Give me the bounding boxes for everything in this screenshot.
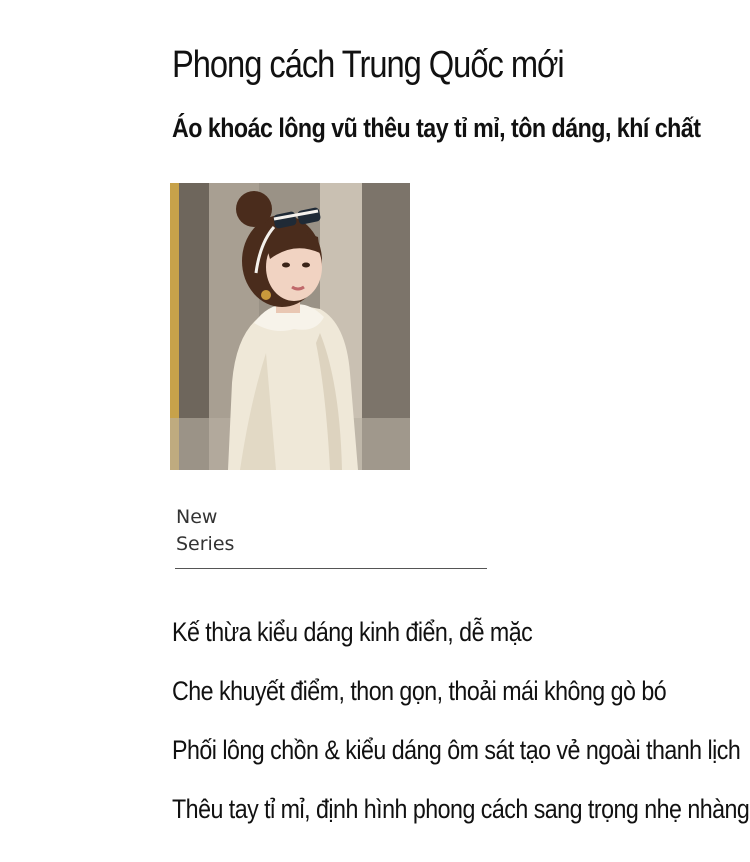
- divider: [175, 568, 487, 569]
- feature-item: Thêu tay tỉ mỉ, định hình phong cách sang trọng nhẹ nhàng: [172, 794, 750, 824]
- feature-item: Kế thừa kiểu dáng kinh điển, dễ mặc: [172, 617, 533, 647]
- page-title: Phong cách Trung Quốc mới: [172, 44, 564, 86]
- series-label-line2: Series: [176, 533, 235, 555]
- series-label: [176, 504, 234, 558]
- page-subtitle: Áo khoác lông vũ thêu tay tỉ mỉ, tôn dáng, khí chất: [172, 113, 701, 143]
- feature-item: Che khuyết điểm, thon gọn, thoải mái không gò bó: [172, 676, 667, 706]
- feature-list: [172, 617, 750, 853]
- product-photo: [170, 183, 410, 470]
- feature-item: Phối lông chồn & kiểu dáng ôm sát tạo vẻ ngoài thanh lịch: [172, 735, 741, 765]
- series-label-line1: New: [176, 506, 218, 528]
